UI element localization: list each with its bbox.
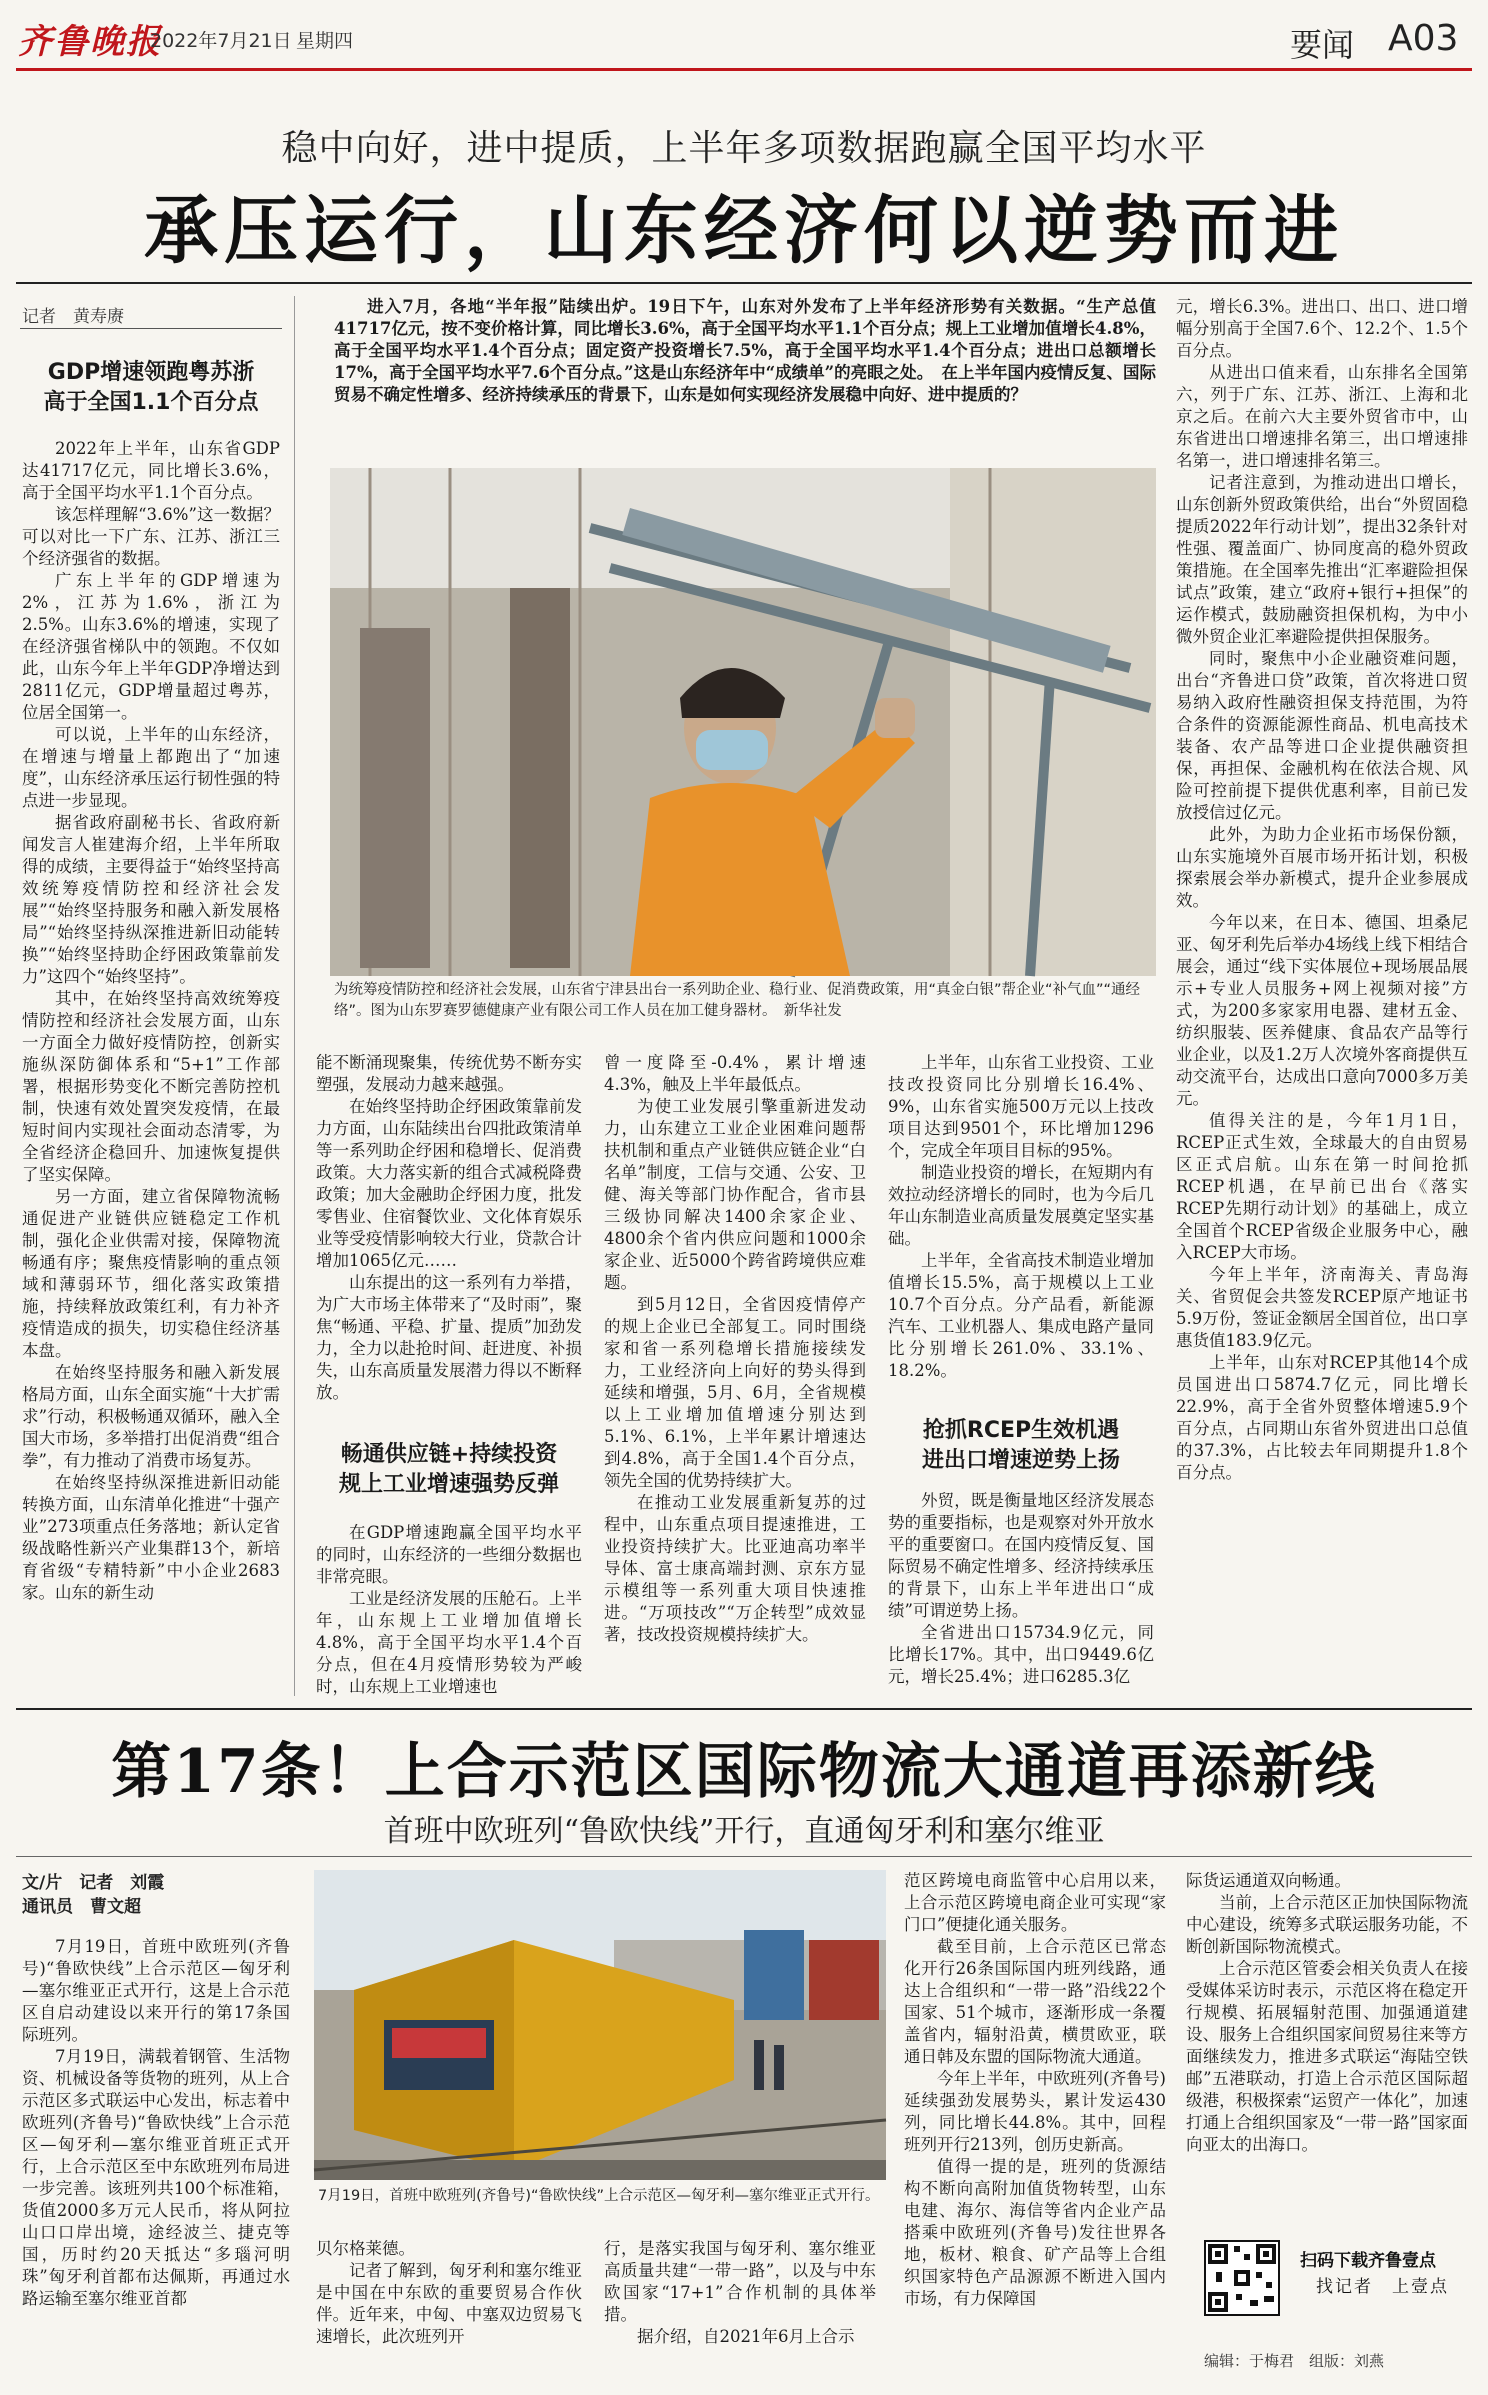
article-1-byline: 记者 黄寿赓 — [22, 307, 124, 327]
paragraph: 7月19日，满载着钢管、生活物资、机械设备等货物的班列，从上合示范区多式联运中心发出，标志着中欧班列(齐鲁号)“鲁欧快线”上合示范区—匈牙利—塞尔维亚首班正式开行，上合示范区至中东欧班列布局进一步完善。该班列共100个标准箱，货值2000多万元人民币，将从阿拉山口口岸出境，途经波兰、捷克等国，历时约20天抵达“多瑙河明珠”匈牙利首都布达佩斯，再通过水路运输至塞尔维亚首都 — [22, 2047, 290, 2308]
subheading-gdp: GDP增速领跑粤苏浙 高于全国1.1个百分点 — [43, 360, 259, 415]
article-1-column-2 — [316, 1052, 582, 1402]
paragraph: 此外，为助力企业拓市场保份额，山东实施境外百展市场开拓计划，积极探索展会举办新模式，提升企业参展成效。 — [1176, 825, 1468, 910]
train-photo-illustration — [314, 1870, 886, 2180]
paragraph: 2022年上半年，山东省GDP达41717亿元，同比增长3.6%，高于全国平均水平1.1个百分点。 — [22, 439, 280, 502]
article-2-column-3 — [604, 2238, 876, 2372]
paragraph: 在始终坚持纵深推进新旧动能转换方面，山东清单化推进“十强产业”273项重点任务落地；新认定省级战略性新兴产业集群13个，新培育省级“专精特新”中小企业2683家。山东的新生动 — [22, 1473, 280, 1602]
article-1-column-3 — [604, 1052, 866, 1696]
paragraph: 值得一提的是，班列的货源结构不断向高附加值货物转型，山东电建、海尔、海信等省内企业产品搭乘中欧班列(齐鲁号)发往世界各地，板材、粮食、矿产品等上合组织国家特色产品源源不断进入国内市场，有力保障国 — [904, 2157, 1166, 2308]
paragraph: 曾一度降至-0.4%，累计增速4.3%，触及上半年最低点。 — [604, 1053, 866, 1094]
paragraph: 全省进出口15734.9亿元，同比增长17%。其中，出口9449.6亿元，增长25.4%；进口6285.3亿 — [888, 1623, 1154, 1686]
qr-label: 扫码下载齐鲁壹点 — [1300, 2251, 1436, 2271]
paragraph: 今年上半年，中欧班列(齐鲁号)延续强劲发展势头，累计发运430列，同比增长44.8%。其中，回程班列开行213列，创历史新高。 — [904, 2069, 1166, 2154]
paragraph: 截至目前，上合示范区已常态化开行26条国际国内班列线路，通达上合组织和“一带一路”沿线22个国家、51个城市，逐渐形成一条覆盖省内，辐射沿黄，横贯欧亚，联通日韩及东盟的国际物流大通道。 — [904, 1937, 1166, 2066]
paragraph: 范区跨境电商监管中心启用以来，上合示范区跨境电商企业可实现“家门口”便捷化通关服务。 — [904, 1871, 1166, 1934]
paragraph: 今年上半年，济南海关、青岛海关、省贸促会共签发RCEP原产地证书5.9万份，签证金额居全国首位，出口享惠货值183.9亿元。 — [1176, 1265, 1468, 1350]
article-2-byline-reporter: 文/片 记者 刘霞 — [22, 1873, 165, 1893]
article-1-kicker: 稳中向好，进中提质，上半年多项数据跑赢全国平均水平 — [281, 128, 1207, 169]
paragraph: 今年以来，在日本、德国、坦桑尼亚、匈牙利先后举办4场线上线下相结合展会，通过“线下实体展位+现场展品展示+专业人员服务+网上视频对接”方式，为200多家家用电器、建材五金、纺织服装、医养健康、食品农产品等行业企业，以及1.2万人次境外客商提供互动交流平台，达成出口意向7000多万美元。 — [1176, 913, 1468, 1108]
masthead-rule — [16, 68, 1472, 71]
article-2-column-4 — [904, 1870, 1166, 2372]
article-1-column-4b — [888, 1490, 1154, 1696]
paragraph: 行，是落实我国与匈牙利、塞尔维亚高质量共建“一带一路”，以及与中东欧国家“17+1”合作机制的具体举措。 — [604, 2239, 876, 2324]
paragraph: 在推动工业发展重新复苏的过程中，山东重点项目提速推进，工业投资持续扩大。比亚迪高功率半导体、富士康高端封测、京东方显示模组等一系列重大项目快速推进。“万项技改”“万企转型”成效显著，技改投资规模持续扩大。 — [604, 1493, 866, 1644]
paragraph: 上合示范区管委会相关负责人在接受媒体采访时表示，示范区将在稳定开行规模、拓展辐射范围、加强通道建设、服务上合组织国家间贸易往来等方面继续发力，推进多式联运“海陆空铁邮”五港联动，打造上合示范区国际超级港，积极探索“运贸产一体化”，加速打通上合组织国家及“一带一路”国家面向亚太的出海口。 — [1186, 1959, 1468, 2154]
article-1-column-5 — [1176, 296, 1468, 1696]
paragraph: 上半年，山东省工业投资、工业技改投资同比分别增长16.4%、9%，山东省实施500万元以上技改项目达到9501个，环比增加1296个，完成全年项目目标的95%。 — [888, 1053, 1154, 1160]
article-2-byline-correspondent: 通讯员 曹文超 — [22, 1897, 141, 1917]
paragraph: 可以说，上半年的山东经济，在增速与增量上都跑出了“加速度”，山东经济承压运行韧性强的特点进一步显现。 — [22, 725, 280, 810]
masthead — [0, 0, 1488, 76]
article-1-column-2b — [316, 1522, 582, 1696]
paragraph: 值得关注的是，今年1月1日，RCEP正式生效，全球最大的自由贸易区正式启航。山东在第一时间抢抓RCEP机遇，在早前已出台《落实RCEP先期行动计划》的基础上，成立全国首个RCEP省级企业服务中心，融入RCEP大市场。 — [1176, 1111, 1468, 1262]
article-1-column-4 — [888, 1052, 1154, 1410]
paragraph: 据介绍，自2021年6月上合示 — [637, 2327, 855, 2346]
paragraph: 从进出口值来看，山东排名全国第六，列于广东、江苏、浙江、上海和北京之后。在前六大主要外贸省市中，山东省进出口增速排名第三，出口增速排名第一，进口增速排名第三。 — [1176, 363, 1468, 470]
paragraph: 山东提出的这一系列有力举措，为广大市场主体带来了“及时雨”，聚焦“畅通、平稳、扩量、提质”加劲发力，全力以赴抢时间、赶进度、补损失，山东高质量发展潜力得以不断释放。 — [316, 1273, 582, 1402]
paragraph: 际货运通道双向畅通。 — [1186, 1871, 1351, 1890]
headline-rule — [16, 282, 1472, 284]
factory-worker-photo — [330, 468, 1156, 976]
paragraph: 贝尔格莱德。 — [316, 2239, 415, 2258]
paragraph: 制造业投资的增长，在短期内有效拉动经济增长的同时，也为今后几年山东制造业高质量发展奠定坚实基础。 — [888, 1163, 1154, 1248]
subheading-supply-chain: 畅通供应链+持续投资 规上工业增速强势反弹 — [338, 1442, 559, 1497]
article-1-headline: 承压运行，山东经济何以逆势而进 — [144, 188, 1344, 274]
paragraph: 在始终坚持助企纾困政策靠前发力方面，山东陆续出台四批政策清单等一系列助企纾困和稳增长、促消费政策。大力落实新的组合式减税降费政策；加大金融助企纾困力度，批发零售业、住宿餐饮业、文化体育娱乐业等受疫情影响较大行业，贷款合计增加1065亿元…… — [316, 1097, 582, 1270]
paragraph: 记者注意到，为推动进出口增长，山东创新外贸政策供给，出台“外贸固稳提质2022年行动计划”，提出32条针对性强、覆盖面广、协同度高的稳外贸政策措施。在全国率先推出“汇率避险担保试点”政策，建立“政府+银行+担保”的运作模式，鼓励融资担保机构，为中小微外贸企业汇率避险提供担保服务。 — [1176, 473, 1468, 646]
photo-1-caption: 为统筹疫情防控和经济社会发展，山东省宁津县出台一系列助企业、稳行业、促消费政策，用“真金白银”帮企业“补气血”“通经络”。图为山东罗赛罗德健康产业有限公司工作人员在加工健身器材。 新华社发 — [334, 982, 1141, 1019]
paragraph: 能不断涌现聚集，传统优势不断夯实塑强，发展动力越来越强。 — [316, 1053, 582, 1094]
issue-weekday: 星期四 — [296, 30, 354, 52]
paragraph: 同时，聚焦中小企业融资难问题，出台“齐鲁进口贷”政策，首次将进口贸易纳入政府性融资担保支持范围，为符合条件的资源能源性商品、机电高技术装备、农产品等进口企业提供融资担保，再担保、金融机构在依法合规、风险可控前提下提供优惠利率，目前已发放授信过亿元。 — [1176, 649, 1468, 822]
issue-date: 2022年7月21日 — [150, 30, 292, 52]
article-2-column-5 — [1186, 1870, 1468, 2214]
newspaper-logo: 齐鲁晚报 — [18, 22, 162, 62]
paragraph: 该怎样理解“3.6%”这一数据？可以对比一下广东、江苏、浙江三个经济强省的数据。 — [22, 505, 280, 568]
page-editors: 编辑：于梅君 组版：刘燕 — [1204, 2352, 1385, 2370]
paragraph: 记者了解到，匈牙利和塞尔维亚是中国在中东欧的重要贸易合作伙伴。近年来，中匈、中塞双边贸易飞速增长，此次班列开 — [316, 2261, 582, 2346]
article-2-deck: 首班中欧班列“鲁欧快线”开行，直通匈牙利和塞尔维亚 — [383, 1814, 1105, 1849]
article-2-column-1 — [22, 1936, 290, 2372]
paragraph: 在GDP增速跑赢全国平均水平的同时，山东经济的一些细分数据也非常亮眼。 — [316, 1523, 582, 1586]
photo-2-caption: 7月19日，首班中欧班列(齐鲁号)“鲁欧快线”上合示范区—匈牙利—塞尔维亚正式开行。 — [318, 2188, 880, 2204]
paragraph: 在始终坚持服务和融入新发展格局方面，山东全面实施“十大扩需求”行动，积极畅通双循环，融入全国大市场，多举措打出促消费“组合拳”，有力推动了消费市场复苏。 — [22, 1363, 280, 1470]
freight-train-photo — [314, 1870, 886, 2180]
paragraph: 上半年，山东对RCEP其他14个成员国进出口5874.7亿元，同比增长22.9%，高于全省外贸整体增速5.9个百分点，占同期山东省外贸进出口总值的37.3%，占比较去年同期提升1.8个百分点。 — [1176, 1353, 1468, 1482]
byline-rule — [20, 328, 282, 329]
subheading-rcep: 抢抓RCEP生效机遇 进出口增速逆势上扬 — [921, 1418, 1120, 1473]
article-2-column-2 — [316, 2238, 582, 2372]
qr-code-icon — [1206, 2242, 1278, 2314]
factory-photo-illustration — [330, 468, 1156, 976]
paragraph: 另一方面，建立省保障物流畅通促进产业链供应链稳定工作机制，强化企业供需对接，保障物流畅通有序；聚焦疫情影响的重点领域和薄弱环节，细化落实政策措施，持续释放政策红利，有力补齐疫情造成的损失，切实稳住经济基本盘。 — [22, 1187, 280, 1360]
qr-sublabel: 找记者 上壹点 — [1316, 2277, 1449, 2297]
article-1-lead: 进入7月，各地“半年报”陆续出炉。19日下午，山东对外发布了上半年经济形势有关数据。“生产总值41717亿元，按不变价格计算，同比增长3.6%，高于全国平均水平1.1个百分点；规上工业增加值增长4.8%，高于全国平均水平1.4个百分点；固定资产投资增长7.5%，高于全国平均水平1.4个百分点；进出口总额增长17%，高于全国平均水平7.6个百分点。”这是山东经济年中“成绩单”的亮眼之处。 在上半年国内疫情反复、国际贸易不确定性增多、经济持续承压的背景下，山东是如何实现经济发展稳中向好、进中提质的？ — [334, 297, 1156, 404]
paragraph: 其中，在始终坚持高效统筹疫情防控和经济社会发展方面，山东一方面全力做好疫情防控，创新实施纵深防御体系和“5+1”工作部署，根据形势变化不断完善防控机制，快速有效处置突发疫情，在最短时间内实现社会面动态清零，为全省经济企稳回升、加速恢复提供了坚实保障。 — [22, 989, 280, 1184]
article-separator — [16, 1708, 1472, 1710]
article-2-headline: 第17条！上合示范区国际物流大通道再添新线 — [111, 1737, 1377, 1807]
paragraph: 广东上半年的GDP增速为2%，江苏为1.6%，浙江为2.5%。山东3.6%的增速，实现了在经济强省梯队中的领跑。不仅如此，山东今年上半年GDP净增达到2811亿元，GDP增量超过粤苏，位居全国第一。 — [22, 571, 280, 722]
paragraph: 工业是经济发展的压舱石。上半年，山东规上工业增加值增长4.8%，高于全国平均水平1.4个百分点，但在4月疫情形势较为严峻时，山东规上工业增速也 — [316, 1589, 582, 1696]
paragraph: 上半年，全省高技术制造业增加值增长15.5%，高于规模以上工业10.7个百分点。分产品看，新能源汽车、工业机器人、集成电路产量同比分别增长261.0%、33.1%、18.2%。 — [888, 1251, 1154, 1380]
qr-code[interactable] — [1204, 2240, 1280, 2316]
column-divider — [294, 296, 295, 1696]
paragraph: 到5月12日，全省因疫情停产的规上企业已全部复工。同时围绕家和省一系列稳增长措施接续发力，工业经济向上向好的势头得到延续和增强，5月、6月，全省规模以上工业增加值增速分别达到5.1%、6.1%，上半年累计增速达到4.8%，高于全国1.4个百分点，领先全国的优势持续扩大。 — [604, 1295, 866, 1490]
paragraph: 为使工业发展引擎重新进发动力，山东建立工业企业困难问题帮扶机制和重点产业链供应链企业“白名单”制度，工信与交通、公安、卫健、海关等部门协作配合，省市县三级协同解决1400余家企业、4800余个省内供应问题和1000余家企业、近5000个跨省跨境供应难题。 — [604, 1097, 866, 1292]
article-1-column-1 — [22, 438, 280, 1694]
page-number: A03 — [1388, 18, 1459, 59]
paragraph: 7月19日，首班中欧班列(齐鲁号)“鲁欧快线”上合示范区—匈牙利—塞尔维亚正式开行，这是上合示范区自启动建设以来开行的第17条国际班列。 — [22, 1937, 290, 2044]
paragraph: 据省政府副秘书长、省政府新闻发言人崔建海介绍，上半年所取得的成绩，主要得益于“始终坚持高效统筹疫情防控和经济社会发展”“始终坚持服务和融入新发展格局”“始终坚持纵深推进新旧动能转换”“始终坚持助企纾困政策靠前发力”这四个“始终坚持”。 — [22, 813, 280, 986]
article-2-rule — [16, 1856, 1472, 1857]
paragraph: 当前，上合示范区正加快国际物流中心建设，统筹多式联运服务功能，不断创新国际物流模式。 — [1186, 1893, 1468, 1956]
paragraph: 外贸，既是衡量地区经济发展态势的重要指标，也是观察对外开放水平的重要窗口。在国内疫情反复、国际贸易不确定性增多、经济持续承压的背景下，山东上半年进出口“成绩”可谓逆势上扬。 — [888, 1491, 1154, 1620]
paragraph: 元，增长6.3%。进出口、出口、进口增幅分别高于全国7.6个、12.2个、1.5个百分点。 — [1176, 297, 1468, 360]
section-name: 要闻 — [1290, 26, 1355, 64]
